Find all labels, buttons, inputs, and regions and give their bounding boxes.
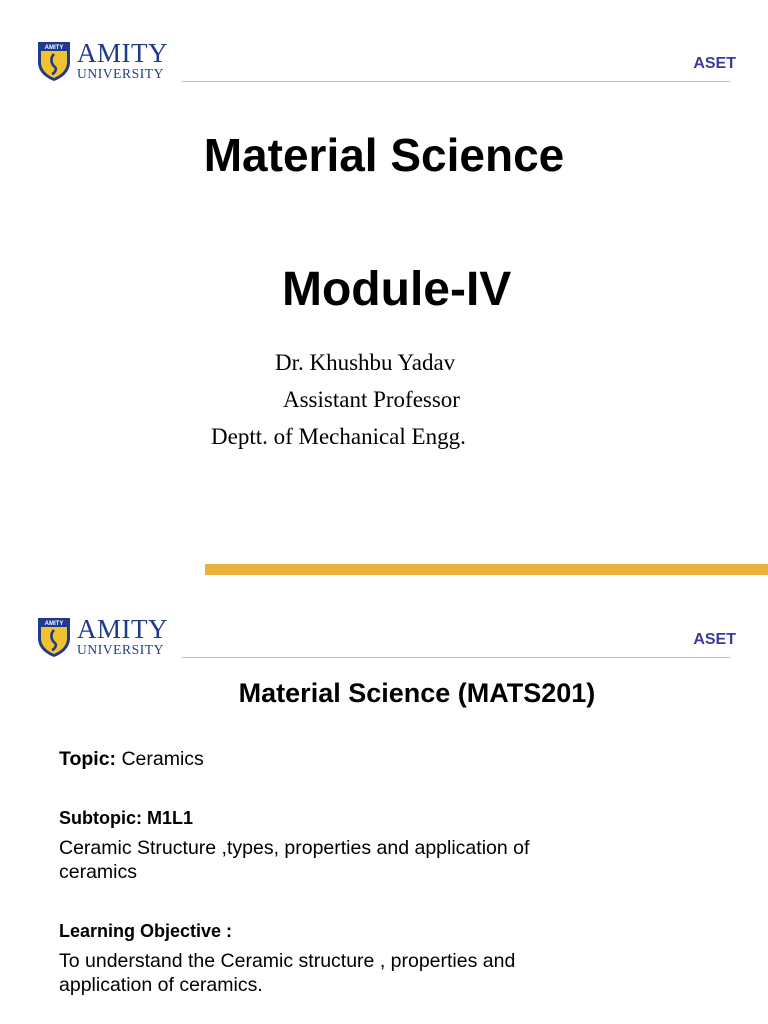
author-role: Assistant Professor <box>283 387 460 412</box>
header-divider <box>182 657 730 658</box>
amity-logo <box>36 40 168 84</box>
slide-title: Material Science (MATS201) <box>238 678 596 708</box>
subtopic-label: Subtopic: M1L1 <box>59 808 193 828</box>
objective-text-1: To understand the Ceramic structure , properties and <box>59 950 516 972</box>
amity-shield-icon <box>36 616 72 658</box>
header-tag: ASET <box>693 631 736 648</box>
objective-text-2: application of ceramics. <box>59 974 263 996</box>
logo-wordmark-top: AMITY <box>77 38 168 68</box>
header-divider <box>182 81 730 82</box>
slide-2 <box>0 590 768 1024</box>
logo-wordmark-top: AMITY <box>77 614 168 644</box>
subtopic-text-2: ceramics <box>59 861 138 883</box>
topic-value: Ceramics <box>116 748 204 770</box>
shield-text: AMITY <box>44 45 64 51</box>
amity-shield-icon <box>36 40 72 82</box>
topic-label: Topic: <box>59 748 117 770</box>
author-name: Dr. Khushbu Yadav <box>275 350 456 375</box>
accent-bar <box>205 564 768 575</box>
topic-line <box>59 747 659 771</box>
amity-logo <box>36 616 168 660</box>
subtopic-text-1: Ceramic Structure ,types, properties and application of <box>59 837 530 859</box>
module-heading: Module-IV <box>282 263 512 316</box>
logo-wordmark-bottom: UNIVERSITY <box>77 66 164 81</box>
slide-title: Material Science <box>203 129 565 181</box>
header-tag: ASET <box>693 55 736 72</box>
author-department: Deptt. of Mechanical Engg. <box>211 424 466 449</box>
objective-label: Learning Objective : <box>59 921 233 941</box>
logo-wordmark-bottom: UNIVERSITY <box>77 642 164 657</box>
shield-text: AMITY <box>44 621 64 627</box>
